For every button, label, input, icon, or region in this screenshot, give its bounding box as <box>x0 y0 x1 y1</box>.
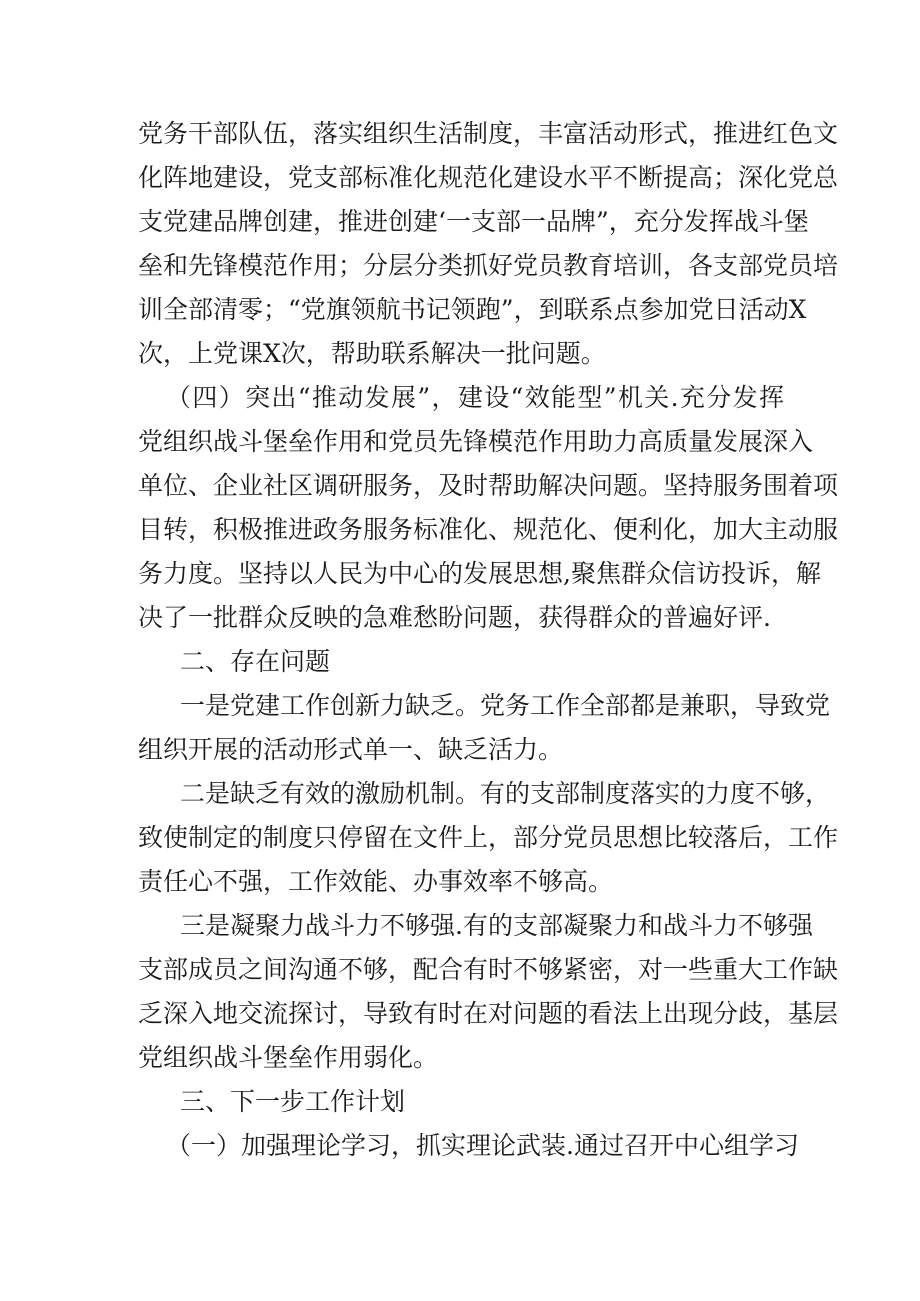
section-heading-problems: 二、存在问题 <box>180 647 331 676</box>
text-line: 致使制定的制度只停留在文件上，部分党员思想比较落后，工作 <box>138 823 839 852</box>
text-line: 支部成员之间沟通不够，配合有时不够紧密，对一些重大工作缺 <box>138 955 839 984</box>
text-line: 党组织战斗堡垒作用和党员先锋模范作用助力高质量发展深入 <box>138 427 814 456</box>
text-line: 党务干部队伍，落实组织生活制度，丰富活动形式，推进红色文 <box>138 119 839 148</box>
text-line: 三是凝聚力战斗力不够强.有的支部凝聚力和战斗力不够强 <box>180 911 813 940</box>
text-line: 化阵地建设，党支部标准化规范化建设水平不断提高；深化党总 <box>138 163 839 192</box>
text-line: （一）加强理论学习，抓实理论武装.通过召开中心组学习 <box>166 1131 799 1160</box>
text-line: 责任心不强，工作效能、办事效率不够高。 <box>138 867 614 896</box>
section-heading-plan: 三、下一步工作计划 <box>180 1087 406 1116</box>
text-line: 支党建品牌创建，推进创建‘一支部一品牌”，充分发挥战斗堡 <box>138 207 809 236</box>
text-line: 组织开展的活动形式单一、缺乏活力。 <box>138 735 564 764</box>
text-line: 二是缺乏有效的激励机制。有的支部制度落实的力度不够， <box>180 779 831 808</box>
text-line: 次，上党课X次，帮助联系解决一批问题。 <box>138 339 606 368</box>
text-line: 决了一批群众反映的急难愁盼问题，获得群众的普遍好评. <box>138 603 771 632</box>
text-line: 一是党建工作创新力缺乏。党务工作全部都是兼职，导致党 <box>180 691 831 720</box>
text-line: 垒和先锋模范作用；分层分类抓好党员教育培训，各支部党员培 <box>138 251 839 280</box>
text-line: 单位、企业社区调研服务，及时帮助解决问题。坚持服务围着项 <box>138 471 839 500</box>
text-line: 乏深入地交流探讨，导致有时在对问题的看法上出现分歧，基层 <box>138 999 839 1028</box>
text-line: 务力度。坚持以人民为中心的发展思想,聚焦群众信访投诉，解 <box>138 559 821 588</box>
section-heading-4: （四）突出“推动发展”，建设“效能型”机关.充分发挥 <box>166 383 784 412</box>
text-line: 训全部清零；“党旗领航书记领跑”，到联系点参加党日活动X <box>138 295 807 324</box>
text-line: 党组织战斗堡垒作用弱化。 <box>138 1043 439 1072</box>
text-line: 目转，积极推进政务服务标准化、规范化、便利化，加大主动服 <box>138 515 839 544</box>
